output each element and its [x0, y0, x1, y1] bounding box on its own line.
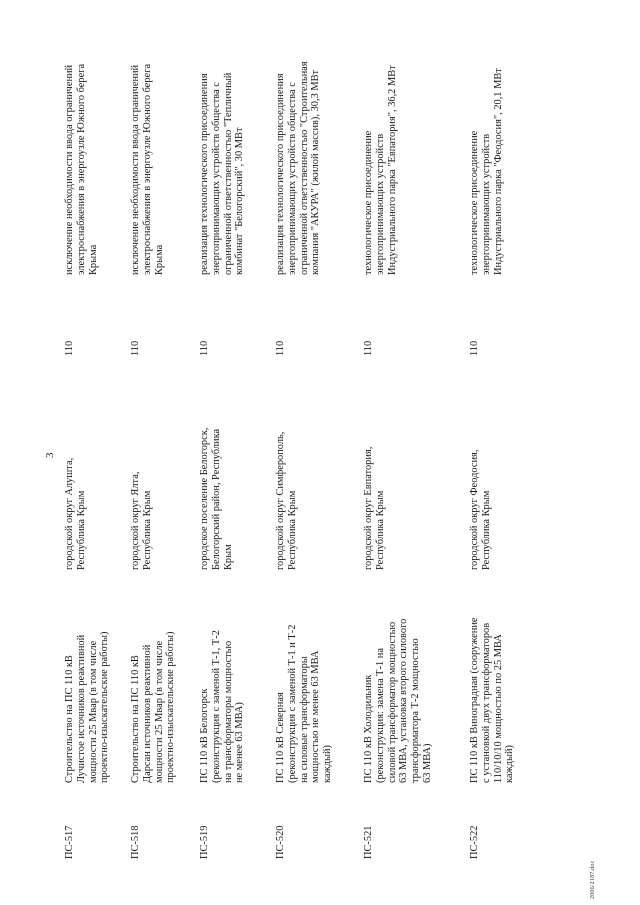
object-description: ПС 110 кВ Северная (реконструкция с заменой Т-1 и Т-2 на силовые трансформаторы мощностью не менее 63 МВА каждый)	[275, 624, 334, 783]
object-code: ПС-521	[363, 825, 374, 859]
object-location: городской округ Алушта, Республика Крым	[64, 457, 87, 570]
document-footer: 2006/2187.doc	[590, 860, 596, 899]
voltage-class: 110	[469, 340, 480, 356]
voltage-class: 110	[199, 340, 210, 356]
object-location: городской округ Ялта, Республика Крым	[130, 471, 153, 570]
page-number: 3	[44, 452, 56, 458]
voltage-class: 110	[130, 340, 141, 356]
object-code: ПС-519	[199, 825, 210, 859]
object-description: ПС 110 кВ Виноградная (сооружение с установкой двух трансформаторов 110/10/10 мощностью по 25 МВА каждый)	[469, 617, 516, 783]
object-purpose: реализация технологического присоединения энергопринимающих устройств общества с ограниченной ответственностью "Тепличный комбинат "Белогорский", 30 МВт	[199, 72, 246, 275]
object-description: Строительство на ПС 110 кВ Дарсан источников реактивной мощности 25 Мвар (в том числе проектно-изыскательские работы)	[130, 631, 177, 783]
object-purpose: реализация технологического присоединения энергопринимающих устройств общества с ограниченной ответственностью "Строительная компания "АКУРА" (жилой массив), 30,3 МВт	[275, 61, 322, 275]
voltage-class: 110	[363, 340, 374, 356]
object-description: Строительство на ПС 110 кВ Лучистое источников реактивной мощности 25 Мвар (в том числе проектно-изыскательские работы)	[64, 631, 111, 783]
object-code: ПС-517	[64, 825, 75, 859]
object-description: ПС 110 кВ Холодильник (реконструкция: замена Т-1 на силовой трансформатор мощностью 63 МВА, установка второго силового трансформатора Т-2 мощностью 63 МВА)	[363, 618, 433, 783]
object-purpose: технологическое присоединение энергопринимающих устройств Индустриального парка "Феодосия", 20,1 МВт	[469, 68, 504, 275]
object-location: городской округ Евпатория, Республика Крым	[363, 446, 386, 570]
object-location: городской округ Феодосия, Республика Крым	[469, 449, 492, 570]
object-purpose: технологическое присоединение энергопринимающих устройств Индустриального парка "Евпатория", 36,2 МВт	[363, 65, 398, 275]
voltage-class: 110	[275, 340, 286, 356]
object-code: ПС-518	[130, 825, 141, 859]
object-description: ПС 110 кВ Белогорск (реконструкция с заменой Т-1, Т-2 на трансформаторы мощностью не менее 63 МВА)	[199, 630, 246, 783]
object-code: ПС-522	[469, 825, 480, 859]
object-purpose: исключение необходимости ввода ограничений электроснабжения в энергоузле Южного берега Крыма	[130, 63, 165, 275]
voltage-class: 110	[64, 340, 75, 356]
object-code: ПС-520	[275, 825, 286, 859]
object-location: городское поселение Белогорск, Белогорский район, Республика Крым	[199, 427, 234, 570]
object-purpose: исключение необходимости ввода ограничений электроснабжения в энергоузле Южного берега Крыма	[64, 63, 99, 275]
object-location: городской округ Симферополь, Республика Крым	[275, 431, 298, 570]
